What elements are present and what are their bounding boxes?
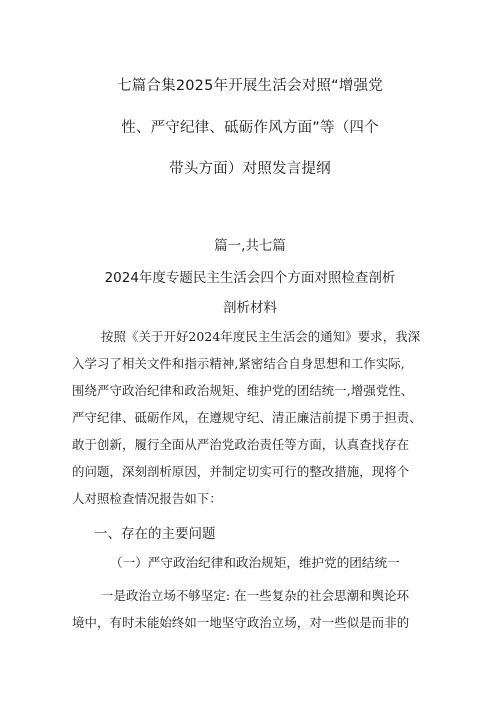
section-subtitle-line-1: 2024年度专题民主生活会四个方面对照检查剖析 <box>104 270 396 286</box>
paragraph-line: 境中，有时未能始终如一地坚守政治立场，对一些似是而非的 <box>72 615 410 630</box>
paragraph-line: 围绕严守政治纪律和政治规矩、维护党的团结统一,增强党性、 <box>72 383 414 398</box>
document-title-line-3: 带头方面）对照发言提纲 <box>169 161 331 177</box>
paragraph-line: 按照《关于开好2024年度民主生活会的通知》要求，我深 <box>101 329 421 344</box>
document-title-line-2: 性、严守纪律、砥砺作风方面”等（四个 <box>121 120 379 136</box>
paragraph-line: 入学习了相关文件和指示精神,紧密结合自身思想和工作实际, <box>72 356 405 371</box>
subsection-heading: （一）严守政治纪律和政治规矩，维护党的团结统一 <box>110 555 400 570</box>
section-subtitle-line-2: 剖析材料 <box>223 300 277 316</box>
paragraph-line: 严守纪律、砥砺作风，在遵规守纪、清正廉洁前提下勇于担责、 <box>72 410 422 425</box>
document-title-line-1: 七篇合集2025年开展生活会对照“增强党 <box>117 78 383 94</box>
paragraph-line: 的问题，深刻剖析原因，并制定切实可行的整改措施，现将个 <box>72 464 410 479</box>
paragraph-line: 敢于创新，履行全面从严治党政治责任等方面，认真查找存在 <box>72 437 410 452</box>
paragraph-line: 人对照检查情况报告如下： <box>72 491 222 506</box>
section-heading: 一、存在的主要问题 <box>94 526 216 542</box>
section-label: 篇一,共七篇 <box>214 238 286 254</box>
paragraph-line: 一是政治立场不够坚定: 在一些复杂的社会思潮和舆论环 <box>101 588 410 603</box>
